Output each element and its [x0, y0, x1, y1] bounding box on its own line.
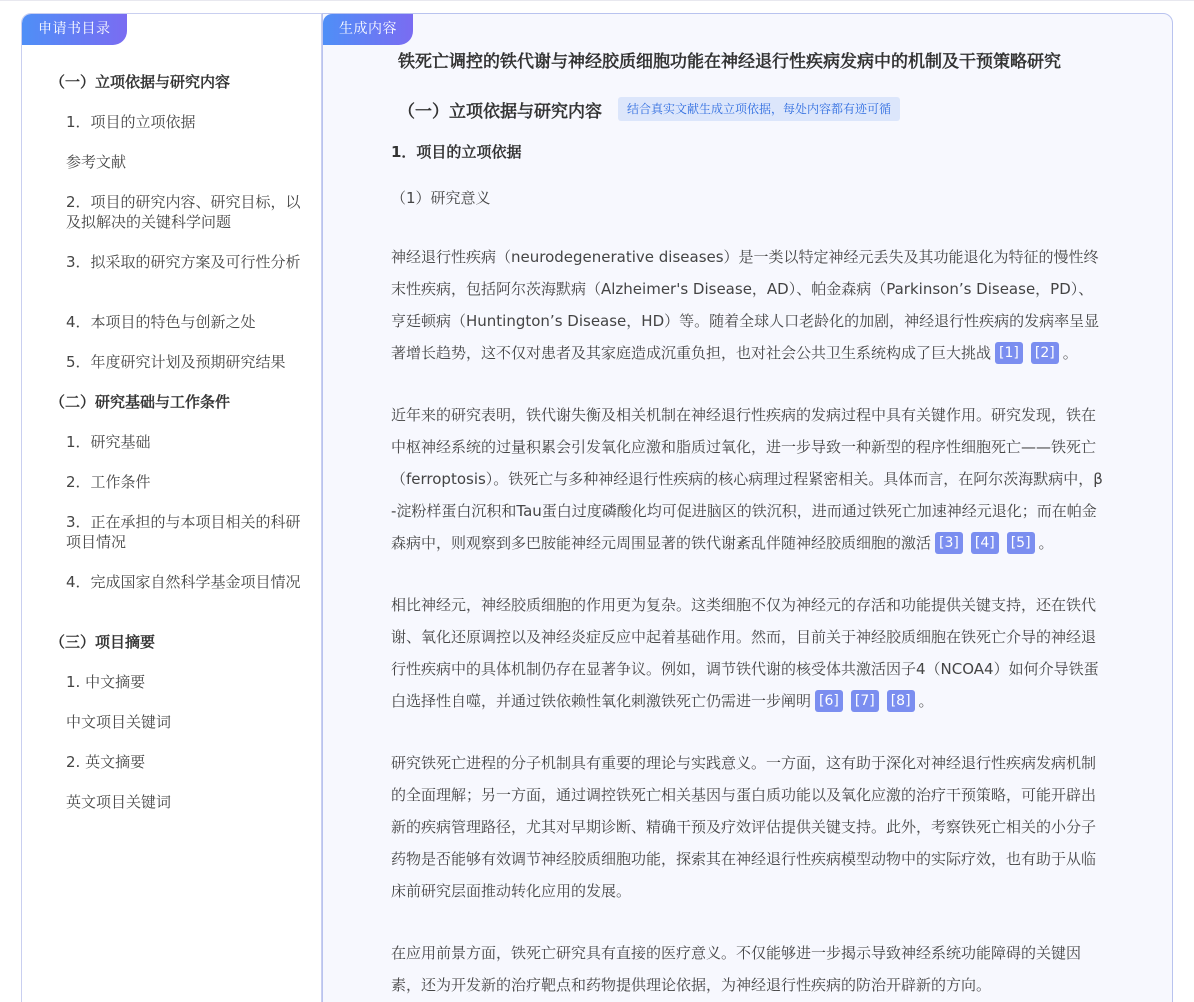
content-paragraph: [391, 589, 1103, 717]
paragraph-list: [391, 241, 1103, 1001]
content-paragraph: [391, 937, 1103, 1001]
section-header-row: [391, 96, 1103, 122]
citation-link[interactable]: [8]: [887, 690, 915, 712]
document-title: 铁死亡调控的铁代谢与神经胶质细胞功能在神经退行性疾病发病中的机制及干预策略研究: [398, 52, 1061, 72]
toc-item[interactable]: 1. 中文摘要: [66, 673, 146, 691]
paragraph-text: 相比神经元，神经胶质细胞的作用更为复杂。这类细胞不仅为神经元的存活和功能提供关键支持，还在铁代谢、氧化还原调控以及神经炎症反应中起着基础作用。然而，目前关于神经胶质细胞在铁死亡介导的神经退行性疾病中的具体机制仍存在显著争议。例如，调节铁代谢的核受体共激活因子4（NCOA4）如何介导铁蛋白选择性自噬，并通过铁依赖性氧化刺激铁死亡仍需进一步阐明: [391, 596, 1099, 710]
content-paragraph: [391, 747, 1103, 907]
toc-item[interactable]: 参考文献: [66, 153, 127, 171]
toc-item[interactable]: （二）研究基础与工作条件: [50, 393, 231, 411]
citation-link[interactable]: [6]: [815, 690, 843, 712]
content-paragraph: [391, 399, 1103, 559]
toc-item[interactable]: 1．项目的立项依据: [66, 113, 196, 131]
paragraph-end-punctuation: 。: [1062, 344, 1078, 362]
toc-item[interactable]: 1．研究基础: [66, 433, 151, 451]
toc-item[interactable]: 中文项目关键词: [66, 713, 172, 731]
section-heading: （一）立项依据与研究内容: [398, 101, 602, 122]
toc-item[interactable]: （三）项目摘要: [50, 633, 156, 651]
toc-item[interactable]: 4．完成国家自然科学基金项目情况: [66, 573, 301, 591]
content-paragraph: [391, 241, 1103, 369]
sub-heading: 1．项目的立项依据: [391, 143, 522, 161]
toc-panel: [21, 13, 322, 1002]
toc-item[interactable]: 4．本项目的特色与创新之处: [66, 313, 256, 331]
toc-item[interactable]: 3．拟采取的研究方案及可行性分析: [66, 253, 301, 271]
toc-item[interactable]: 2．项目的研究内容、研究目标，以及拟解决的关键科学问题: [66, 193, 301, 231]
citation-link[interactable]: [3]: [935, 532, 963, 554]
content-panel-tag: 生成内容: [323, 14, 413, 45]
citation-link[interactable]: [2]: [1031, 342, 1059, 364]
toc-item[interactable]: 2．工作条件: [66, 473, 151, 491]
paragraph-text: 研究铁死亡进程的分子机制具有重要的理论与实践意义。一方面，这有助于深化对神经退行性疾病发病机制的全面理解；另一方面，通过调控铁死亡相关基因与蛋白质功能以及氧化应激的治疗干预策略，可能开辟出新的疾病管理路径，尤其对早期诊断、精确干预及疗效评估提供关键支持。此外，考察铁死亡相关的小分子药物是否能够有效调节神经胶质细胞功能，探索其在神经退行性疾病模型动物中的实际疗效，也有助于从临床前研究层面推动转化应用的发展。: [391, 754, 1097, 900]
paragraph-end-punctuation: 。: [918, 692, 934, 710]
citation-link[interactable]: [4]: [971, 532, 999, 554]
citation-link[interactable]: [7]: [851, 690, 879, 712]
toc-item[interactable]: （一）立项依据与研究内容: [50, 73, 231, 91]
toc-item[interactable]: 5．年度研究计划及预期研究结果: [66, 353, 286, 371]
citation-link[interactable]: [1]: [995, 342, 1023, 364]
citation-link[interactable]: [5]: [1007, 532, 1035, 554]
toc-panel-tag: 申请书目录: [22, 14, 127, 45]
paragraph-text: 近年来的研究表明，铁代谢失衡及相关机制在神经退行性疾病的发病过程中具有关键作用。研究发现，铁在中枢神经系统的过量积累会引发氧化应激和脂质过氧化，进一步导致一种新型的程序性细胞死亡——铁死亡（ferroptosis）。铁死亡与多种神经退行性疾病的核心病理过程紧密相关。具体而言，在阿尔茨海默病中，β-淀粉样蛋白沉积和Tau蛋白过度磷酸化均可促进脑区的铁沉积，进而通过铁死亡加速神经元退化；而在帕金森病中，则观察到多巴胺能神经元周围显著的铁代谢紊乱伴随神经胶质细胞的激活: [391, 406, 1103, 552]
toc-item[interactable]: 英文项目关键词: [66, 793, 172, 811]
content-body: [391, 46, 1103, 1001]
paragraph-text: 在应用前景方面，铁死亡研究具有直接的医疗意义。不仅能够进一步揭示导致神经系统功能障碍的关键因素，还为开发新的治疗靶点和药物提供理论依据，为神经退行性疾病的防治开辟新的方向。: [391, 944, 1082, 994]
paragraph-text: 神经退行性疾病（neurodegenerative diseases）是一类以特定神经元丢失及其功能退化为特征的慢性终末性疾病，包括阿尔茨海默病（Alzheimer's Disease，AD）、帕金森病（Parkinson’s Disease，PD）、亨廷顿病（Huntington’s Disease，HD）等。随着全球人口老龄化的加剧，神经退行性疾病的发病率呈显著增长趋势，这不仅对患者及其家庭造成沉重负担，也对社会公共卫生系统构成了巨大挑战: [391, 248, 1100, 362]
toc-item[interactable]: 2. 英文摘要: [66, 753, 146, 771]
toc-item[interactable]: 3．正在承担的与本项目相关的科研项目情况: [66, 513, 301, 551]
section-hint-badge: 结合真实文献生成立项依据，每处内容都有迹可循: [618, 97, 900, 121]
paragraph-end-punctuation: 。: [1038, 534, 1054, 552]
content-panel[interactable]: [322, 13, 1173, 1002]
sub-sub-heading: （1）研究意义: [391, 189, 491, 207]
top-divider: [0, 0, 1194, 1]
